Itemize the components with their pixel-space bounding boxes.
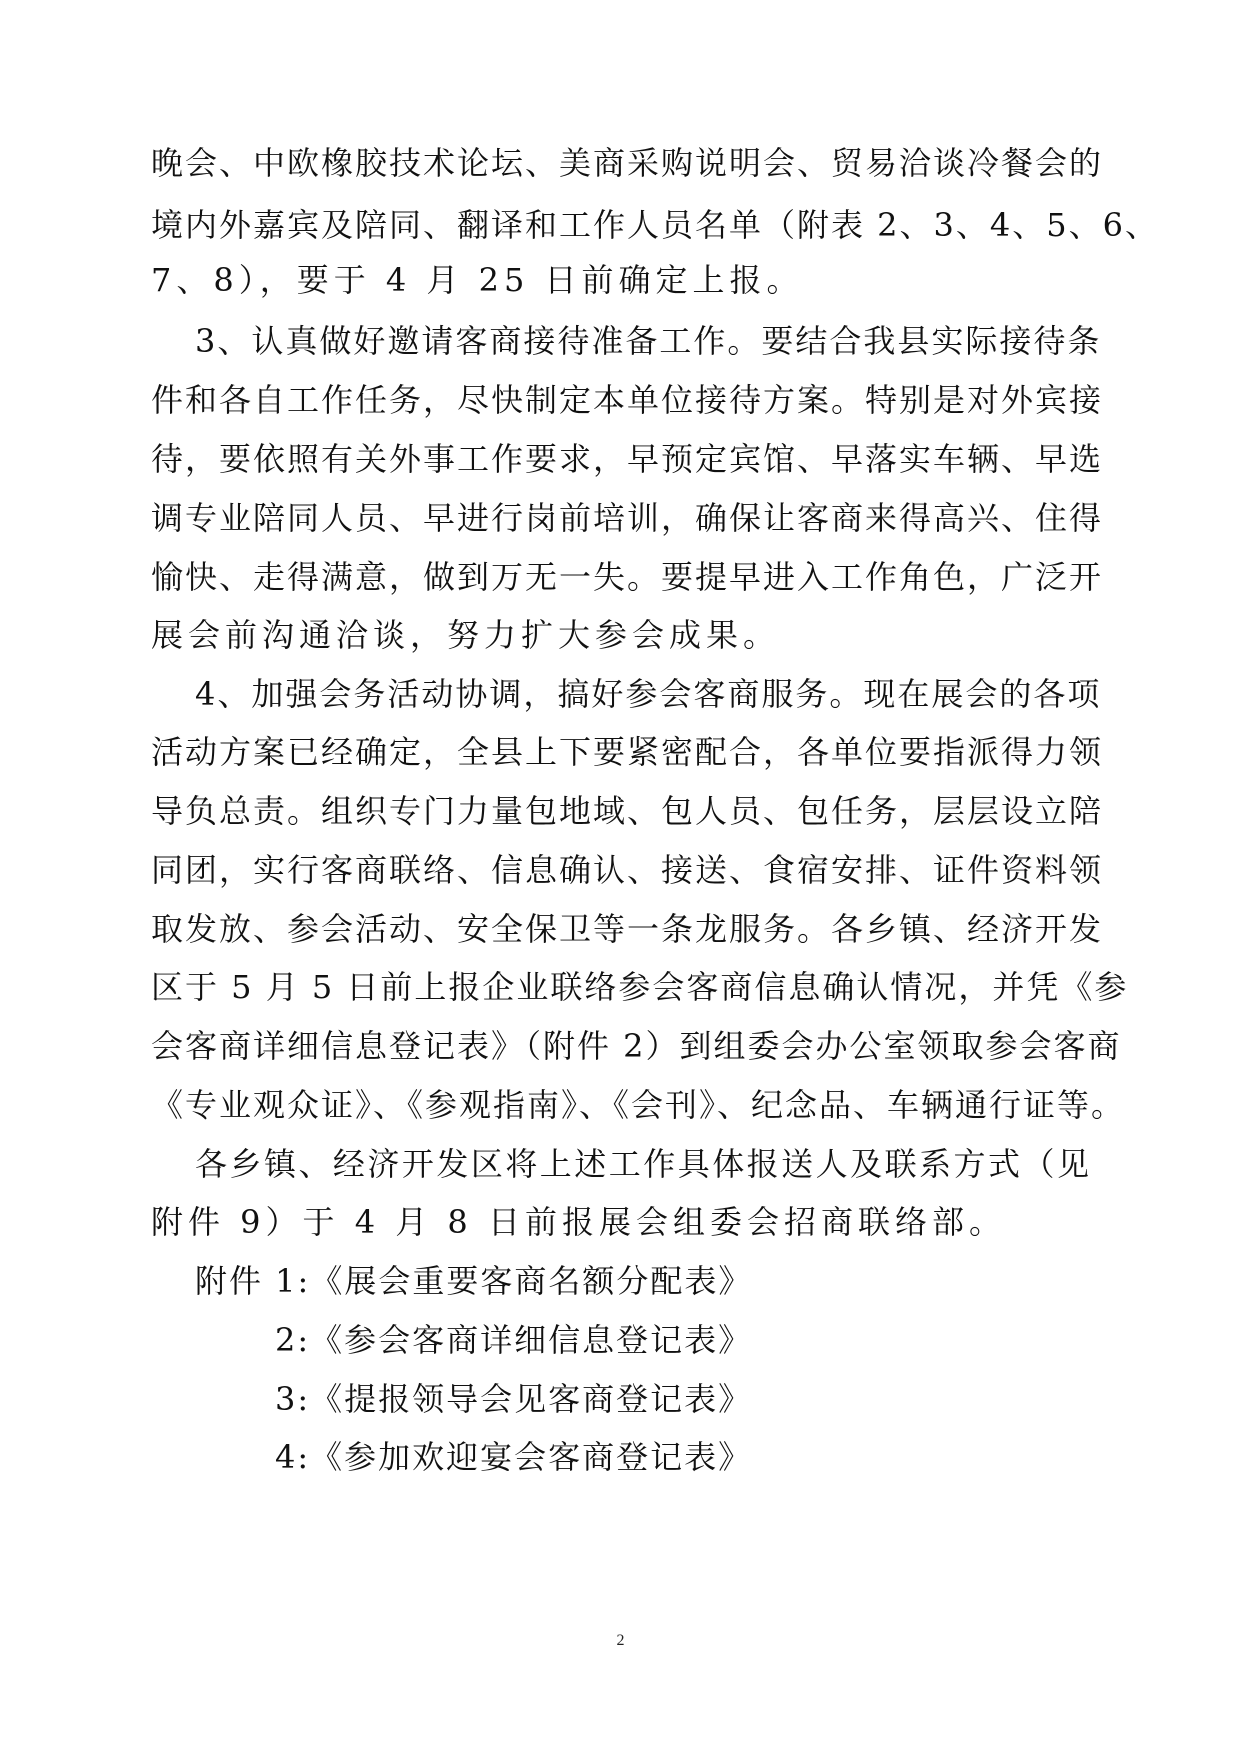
attachment-3: 3:《提报领导会见客商登记表》 (275, 1380, 753, 1418)
body-line: 调专业陪同人员、早进行岗前培训，确保让客商来得高兴、住得 (151, 499, 1104, 537)
body-line: 导负总责。组织专门力量包地域、包人员、包任务，层层设立陪 (151, 792, 1104, 830)
body-line: 件和各自工作任务，尽快制定本单位接待方案。特别是对外宾接 (151, 381, 1104, 419)
body-line: 同团，实行客商联络、信息确认、接送、食宿安排、证件资料领 (151, 851, 1104, 889)
body-line: 活动方案已经确定，全县上下要紧密配合，各单位要指派得力领 (151, 733, 1104, 771)
body-line: 7、8），要于 4 月 25 日前确定上报。 (151, 261, 804, 299)
body-line: 取发放、参会活动、安全保卫等一条龙服务。各乡镇、经济开发 (151, 910, 1104, 948)
body-line: 会客商详细信息登记表》（附件 2）到组委会办公室领取参会客商 (151, 1027, 1122, 1065)
body-line: 《专业观众证》、《参观指南》、《会刊》、纪念品、车辆通行证等。 (151, 1086, 1126, 1124)
attachment-1: 附件 1:《展会重要客商名额分配表》 (195, 1262, 753, 1300)
body-line: 愉快、走得满意，做到万无一失。要提早进入工作角色，广泛开 (151, 558, 1104, 596)
paragraph-4-first-line: 4、加强会务活动协调，搞好参会客商服务。现在展会的各项 (195, 675, 1102, 713)
attachment-4: 4:《参加欢迎宴会客商登记表》 (275, 1438, 753, 1476)
body-line: 区于 5 月 5 日前上报企业联络参会客商信息确认情况，并凭《参 (151, 968, 1129, 1006)
paragraph-3-first-line: 3、认真做好邀请客商接待准备工作。要结合我县实际接待条 (195, 322, 1102, 360)
page-number: 2 (616, 1632, 625, 1649)
body-line: 晚会、中欧橡胶技术论坛、美商采购说明会、贸易洽谈冷餐会的 (151, 144, 1104, 182)
body-line: 待，要依照有关外事工作要求，早预定宾馆、早落实车辆、早选 (151, 440, 1104, 478)
body-line: 附件 9）于 4 月 8 日前报展会组委会招商联络部。 (151, 1203, 1006, 1241)
body-line: 境内外嘉宾及陪同、翻译和工作人员名单（附表 2、3、4、5、6、 (151, 206, 1159, 244)
body-line: 展会前沟通洽谈，努力扩大参会成果。 (151, 616, 781, 654)
closing-paragraph-first-line: 各乡镇、经济开发区将上述工作具体报送人及联系方式（见 (195, 1145, 1091, 1183)
attachment-2: 2:《参会客商详细信息登记表》 (275, 1321, 753, 1359)
